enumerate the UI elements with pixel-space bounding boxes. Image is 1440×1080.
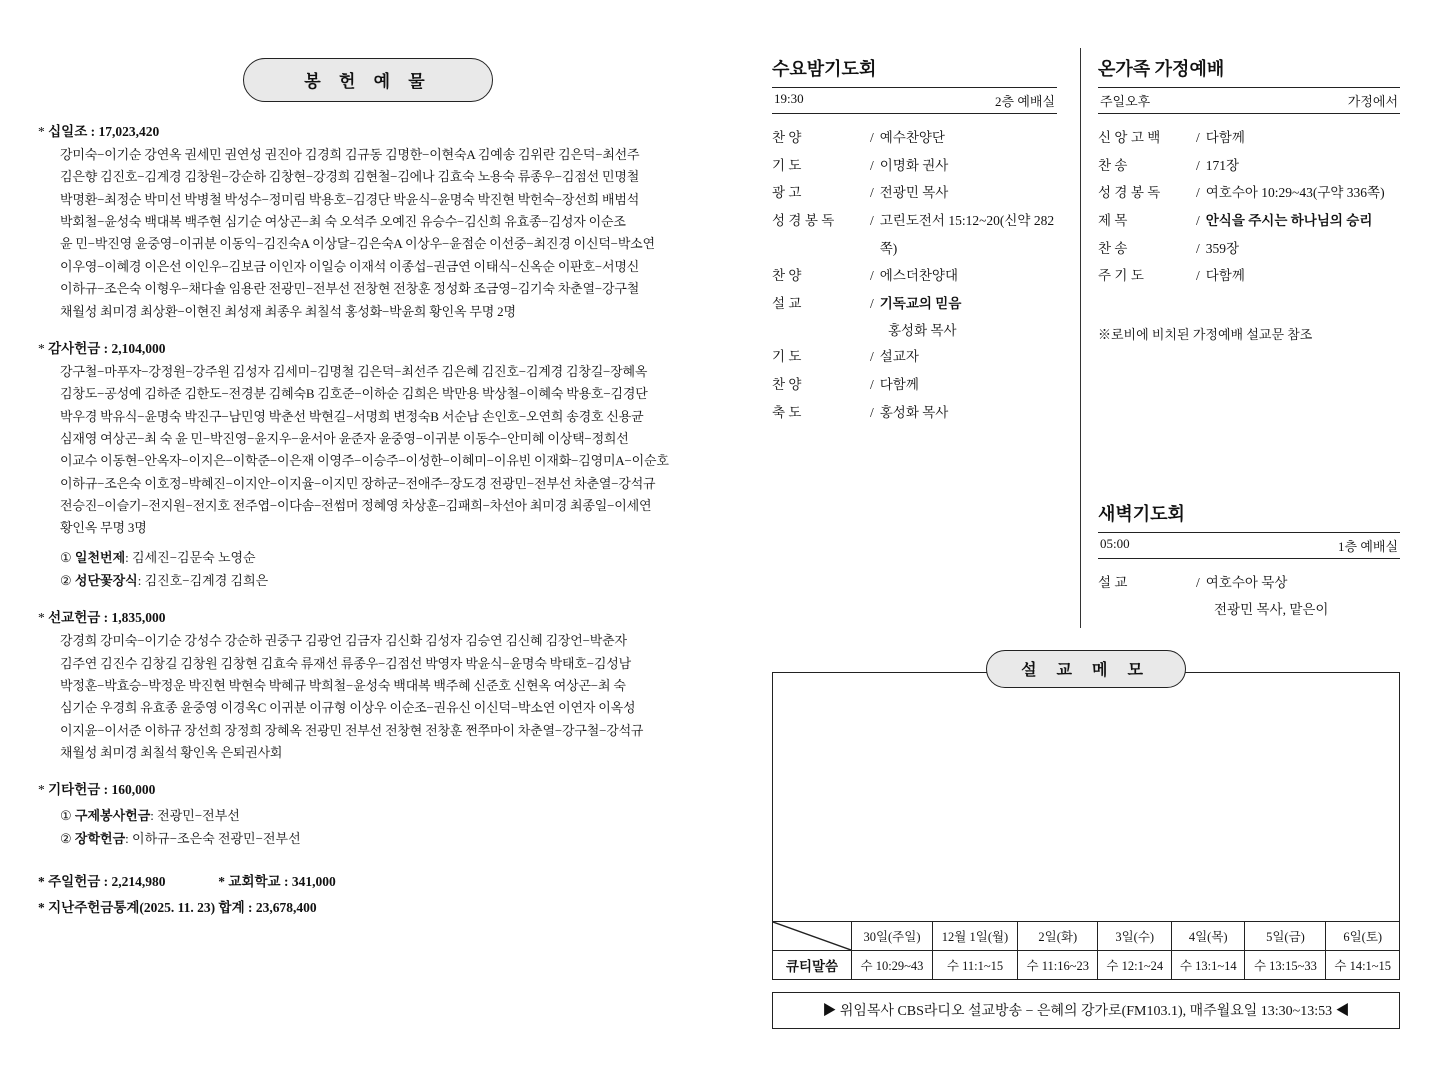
order-row (1098, 152, 1400, 180)
column-divider (1080, 48, 1081, 628)
order-value: 171장 (1205, 157, 1240, 173)
sub-item-value: 전광민−전부선 (157, 808, 240, 824)
offering-group-heading: * 십일조 : 17,023,420 (38, 124, 160, 139)
offering-name-line: 전승진−이슬기−전지원−전지호 전주엽−이다솜−전썸머 정혜영 차상훈−김패희−차선아 최미경 최종일−이세연 (60, 498, 652, 514)
order-row-sermon (772, 290, 1057, 318)
order-slash: / (1196, 268, 1200, 284)
dawn-time: 05:00 (1100, 536, 1130, 551)
offering-group-heading: * 선교헌금 : 1,835,000 (38, 610, 166, 626)
home-worship-meta (1098, 87, 1400, 114)
offering-name-line: 이지윤−이서준 이하규 장선희 장정희 장혜옥 전광민 전부선 전창현 전창훈 쩐쭈마이 차춘열−강구철−강석규 (60, 722, 644, 738)
offering-totals (38, 869, 698, 920)
qt-verse-cell: 수 14:1~15 (1326, 951, 1400, 980)
sub-item-number: ① (60, 808, 72, 824)
offering-group-heading: * 기타헌금 : 160,000 (38, 782, 156, 798)
offering-name-line: 강구철−마푸자−강정원−강주원 김성자 김세미−김명철 김은덕−최선주 김은혜 김진호−김계경 김창길−장혜옥 (60, 363, 648, 379)
offering-name-line: 이하규−조은숙 이호정−박혜진−이지안−이지율−이지민 장하군−전애주−장도경 전광민−전부선 차춘열−강석규 (60, 475, 656, 491)
home-worship-note: ※로비에 비치된 가정예배 설교문 참조 (1098, 327, 1313, 343)
radio-broadcast-banner: ▶ 위임목사 CBS라디오 설교방송 − 은혜의 강가로(FM103.1), 매주월요일 13:30~13:53 ◀ (772, 992, 1400, 1029)
order-row (772, 124, 1057, 152)
order-value: 다함께 (1205, 130, 1245, 145)
sermon-memo-block (772, 650, 1400, 1029)
bullet-star: * (38, 340, 45, 356)
order-row (772, 207, 1057, 262)
offering-name-line: 박회철−윤성숙 백대복 백주현 심기순 여상곤−최 숙 오석주 오예진 유승수−김신희 유효종−김성자 이순조 (60, 214, 626, 230)
order-label: 찬 양 (772, 130, 802, 145)
qt-verse-cell: 수 11:1~15 (932, 951, 1017, 980)
offering-name-line: 강경희 강미숙−이기순 강성수 강순하 권중구 김광언 김금자 김신화 김성자 김승연 김신혜 김장언−박춘자 (60, 633, 627, 649)
wednesday-preacher: 홍성화 목사 (888, 322, 957, 338)
order-label: 주 기 도 (1098, 268, 1144, 284)
offering-name-list (38, 361, 698, 540)
qt-day-header: 12월 1일(월) (932, 922, 1017, 951)
offering-group (38, 337, 698, 592)
offering-name-line: 심재영 여상곤−최 숙 윤 민−박진영−윤지우−윤서아 윤준자 윤중영−이귀분 이동수−안미혜 이상택−정희선 (60, 430, 629, 446)
wednesday-title: 수요밤기도회 (772, 59, 877, 79)
order-slash: / (870, 268, 874, 284)
wednesday-meta (772, 87, 1057, 114)
wednesday-place: 2층 예배실 (995, 94, 1055, 109)
wednesday-service-block (772, 55, 1057, 426)
offering-group (38, 120, 698, 323)
order-row (1098, 124, 1400, 152)
sub-item-value: 이하규−조은숙 전광민−전부선 (132, 831, 301, 847)
qt-day-header: 2일(화) (1018, 922, 1098, 951)
diagonal-line-icon (773, 922, 851, 950)
qt-table (772, 921, 1400, 980)
offering-sub-item (60, 828, 698, 851)
home-worship-place: 가정에서 (1347, 94, 1398, 109)
order-label: 광 고 (772, 185, 802, 201)
order-value: 여호수아 10:29~43(구약 336쪽) (1205, 185, 1385, 201)
order-slash: / (1196, 185, 1200, 201)
bullet-star: * (38, 124, 45, 139)
sermon-memo-area[interactable] (772, 672, 1400, 922)
offering-name-line: 채월성 최미경 최칠석 황인옥 은퇴권사회 (60, 745, 283, 761)
order-slash: / (870, 296, 874, 312)
dawn-title: 새벽기도회 (1098, 504, 1185, 524)
order-row (772, 399, 1057, 427)
offering-sub-item (60, 547, 698, 570)
order-value: 다함께 (1205, 268, 1245, 284)
order-value: 예수찬양단 (879, 130, 945, 145)
qt-day-header: 5일(금) (1245, 922, 1326, 951)
sub-item-number: ② (60, 572, 72, 588)
offering-name-line: 황인옥 무명 3명 (60, 520, 147, 536)
order-value: 에스더찬양대 (879, 268, 959, 284)
offering-name-line: 박정훈−박효승−박정운 박진현 박현숙 박혜규 박희철−윤성숙 백대복 백주혜 신준호 신현옥 여상곤−최 숙 (60, 677, 626, 693)
offering-name-list (38, 630, 698, 764)
offering-total-row (38, 895, 698, 921)
offering-name-line: 박명환−최정순 박미선 박병철 박성수−정미림 박용호−김경단 박윤식−윤명숙 박진현 박헌숙−장선희 배범석 (60, 191, 640, 207)
order-label: 찬 송 (1098, 157, 1128, 173)
offering-group-heading: * 감사헌금 : 2,104,000 (38, 340, 166, 356)
offering-name-line: 김은향 김진호−김계경 김창원−강순하 김창현−강경희 김현철−김에나 김효숙 노용숙 류종우−김점선 민명철 (60, 169, 640, 185)
offering-title: 봉 헌 예 물 (243, 58, 493, 102)
offering-name-line: 이하규−조은숙 이형우−채다솔 임용란 전광민−전부선 전창현 전창훈 정성화 조금영−김기숙 차춘열−강구철 (60, 281, 640, 297)
order-slash: / (1196, 130, 1200, 145)
home-worship-order-list (1098, 124, 1400, 290)
order-row (772, 262, 1057, 290)
offering-sub-list (38, 547, 698, 593)
order-slash: / (1196, 240, 1200, 256)
sub-item-value: 김세진−김문숙 노영순 (132, 549, 256, 565)
sub-item-sep: : (125, 831, 129, 847)
offering-total-left: * 주일헌금 : 2,214,980 (38, 873, 166, 889)
qt-verse-cell: 수 13:15~33 (1245, 951, 1326, 980)
offering-name-line: 박우경 박유식−윤명숙 박진구−남민영 박춘선 박현길−서명희 변정숙B 서순남 손인호−오연희 송경호 신용균 (60, 408, 644, 424)
sub-item-number: ① (60, 549, 72, 565)
order-slash: / (870, 349, 874, 365)
qt-verse-cell: 수 13:1~14 (1171, 951, 1245, 980)
qt-day-header: 3일(수) (1098, 922, 1172, 951)
order-row (772, 152, 1057, 180)
sub-item-sep: : (150, 808, 154, 824)
dawn-meta (1098, 532, 1400, 559)
sub-item-sep: : (137, 572, 142, 588)
offering-total-row (38, 869, 698, 895)
qt-verse-cell: 수 11:16~23 (1018, 951, 1098, 980)
order-value: 다함께 (879, 377, 919, 393)
offering-name-line: 이교수 이동현−안옥자−이지은−이학준−이은재 이영주−이승주−이성한−이혜미−이유빈 이재화−김영미A−이순호 (60, 453, 669, 469)
order-value: 전광민 목사 (879, 185, 949, 201)
dawn-preacher: 전광민 목사, 맡은이 (1214, 601, 1329, 617)
dawn-order-list (1098, 569, 1400, 622)
qt-day-header: 30일(주일) (852, 922, 933, 951)
wednesday-time: 19:30 (774, 91, 804, 106)
offering-total-left: * 지난주헌금통계(2025. 11. 23) 합계 : 23,678,400 (38, 899, 317, 915)
sub-item-sep: : (125, 549, 129, 565)
offering-total-right: * 교회학교 : 341,000 (218, 873, 336, 889)
qt-header-row (773, 922, 1400, 951)
order-slash: / (1196, 157, 1200, 173)
order-value: 고린도전서 15:12~20(신약 282쪽) (879, 213, 1055, 256)
order-label: 축 도 (772, 404, 802, 420)
order-label: 성 경 봉 독 (772, 213, 835, 229)
order-slash: / (870, 404, 874, 420)
dawn-service-block (1098, 500, 1400, 622)
home-worship-time: 주일오후 (1100, 94, 1151, 109)
bullet-star: * (38, 782, 45, 798)
order-value (1206, 207, 1400, 235)
order-label: 기 도 (772, 157, 802, 173)
wednesday-order-list (772, 124, 1057, 426)
order-slash: / (1196, 575, 1200, 590)
sub-item-label: 구제봉사헌금 (74, 808, 151, 824)
sub-item-number: ② (60, 831, 72, 847)
order-value: 이명화 권사 (879, 157, 949, 173)
bullet-star: * (38, 610, 45, 626)
order-value: 여호수아 묵상 (1205, 575, 1288, 590)
offering-name-line: 김창도−공성예 김하준 김한도−전경분 김혜숙B 김호준−이하순 김희은 박만용 박상철−이혜숙 박용호−김경단 (60, 386, 648, 402)
offering-name-line: 김주연 김진수 김창길 김창원 김창현 김효숙 류재선 류종우−김점선 박영자 박윤식−윤명숙 박태호−김성남 (60, 655, 631, 671)
offering-name-line: 이우영−이혜경 이은선 이인우−김보금 이인자 이일승 이재석 이종섭−권금연 이태식−신옥순 이판호−서명신 (60, 258, 640, 274)
sermon-memo-title: 설 교 메 모 (986, 650, 1186, 688)
order-slash: / (1196, 213, 1200, 229)
order-value: 359장 (1205, 240, 1240, 256)
dawn-place: 1층 예배실 (1338, 539, 1398, 554)
qt-row-label: 큐티말씀 (773, 951, 852, 980)
order-label: 찬 양 (772, 268, 802, 284)
offering-name-list (38, 144, 698, 323)
home-worship-title: 온가족 가정예배 (1098, 59, 1225, 79)
qt-verse-cell: 수 12:1~24 (1098, 951, 1172, 980)
order-row (772, 179, 1057, 207)
order-row (1098, 235, 1400, 263)
sermon-title: 기독교의 믿음 (879, 296, 962, 312)
order-label: 신 앙 고 백 (1098, 130, 1161, 145)
order-label: 기 도 (772, 349, 802, 365)
offering-name-line: 채월성 최미경 최상환−이현진 최성재 최종우 최칠석 홍성화−박윤희 황인옥 무명 2명 (60, 303, 516, 319)
order-row (1098, 569, 1400, 597)
order-row (772, 371, 1057, 399)
order-slash: / (870, 213, 874, 229)
offering-section (38, 58, 698, 920)
order-label: 설 교 (1098, 575, 1128, 590)
order-label: 설 교 (772, 296, 802, 312)
order-row (1098, 179, 1400, 207)
sub-item-label: 장학헌금 (74, 831, 126, 847)
offering-name-line: 윤 민−박진영 윤중영−이귀분 이동익−김진숙A 이상달−김은숙A 이상우−윤점순 이선중−최진경 이신덕−박소연 (60, 236, 655, 252)
order-label: 성 경 봉 독 (1098, 185, 1161, 201)
order-row-sermon (1098, 207, 1400, 235)
order-row (772, 343, 1057, 371)
order-label: 찬 양 (772, 377, 802, 393)
offering-sub-item (60, 570, 698, 593)
qt-verse-cell: 수 10:29~43 (852, 951, 933, 980)
offering-sub-item (60, 805, 698, 828)
order-slash: / (870, 377, 874, 393)
sub-item-label: 일천번제 (74, 549, 126, 565)
sub-item-label: 성단꽃장식 (74, 572, 138, 588)
order-slash: / (870, 185, 874, 201)
offering-group (38, 778, 698, 851)
offering-sub-list (38, 805, 698, 851)
sub-item-value: 김진호−김계경 김희은 (144, 572, 269, 588)
home-worship-block (1098, 55, 1400, 343)
sermon-title: 안식을 주시는 하나님의 승리 (1205, 213, 1373, 229)
qt-corner-diagonal (773, 922, 852, 951)
qt-day-header: 6일(토) (1326, 922, 1400, 951)
order-value (880, 290, 1057, 318)
order-slash: / (870, 130, 874, 145)
order-label: 제 목 (1098, 213, 1128, 229)
order-value: 홍성화 목사 (879, 404, 949, 420)
offering-name-line: 강미숙−이기순 강연옥 권세민 권연성 권진아 김경희 김규동 김명한−이현숙A 김예송 김위란 김은덕−최선주 (60, 147, 640, 162)
qt-day-header: 4일(목) (1171, 922, 1245, 951)
qt-verse-row (773, 951, 1400, 980)
order-row (1098, 262, 1400, 290)
order-value: 설교자 (879, 349, 919, 365)
offering-group (38, 606, 698, 764)
order-slash: / (870, 157, 874, 173)
offering-name-line: 심기순 우경희 유효종 윤중영 이경옥C 이귀분 이규형 이상우 이순조−권유신 이신덕−박소연 이연자 이옥성 (60, 700, 636, 716)
order-label: 찬 송 (1098, 240, 1128, 256)
